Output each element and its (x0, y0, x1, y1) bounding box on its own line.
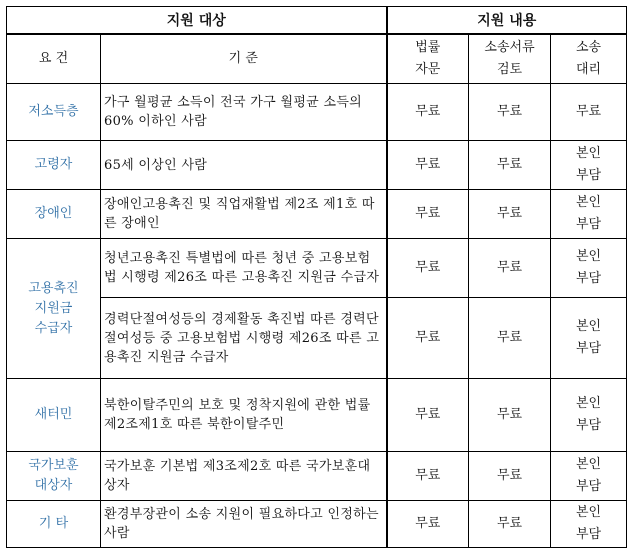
row-representation-text: 본인 부담 (575, 249, 602, 286)
row-representation (551, 298, 627, 379)
row-document-review: 무료 (469, 239, 551, 298)
row-document-review: 무료 (469, 452, 551, 501)
row-criteria: 가구 월평균 소득이 전국 가구 월평균 소득의 60% 이하인 사람 (101, 84, 387, 141)
header-row (7, 7, 627, 35)
row-legal-advice: 무료 (387, 298, 469, 379)
row-category-text: 기 타 (38, 516, 69, 531)
row-document-review: 무료 (469, 501, 551, 548)
row-representation-text: 본인 부담 (575, 319, 602, 356)
requirement-header: 요 건 (7, 34, 101, 84)
legal-advice-header (387, 34, 469, 84)
row-document-review: 무료 (469, 379, 551, 452)
row-document-review: 무료 (469, 190, 551, 239)
row-representation (551, 239, 627, 298)
row-category (7, 84, 101, 141)
row-document-review: 무료 (469, 298, 551, 379)
table-row (7, 190, 627, 239)
document-review-header-text: 소송서류 검토 (484, 40, 535, 77)
table-row (7, 501, 627, 548)
row-criteria: 경력단절여성등의 경제활동 촉진법 따른 경력단절여성등 중 고용보험법 시행령 제26조 따른 고용촉진 지원금 수급자 (101, 298, 387, 379)
row-category-text: 새터민 (34, 407, 73, 422)
row-criteria: 환경부장관이 소송 지원이 필요하다고 인정하는 사람 (101, 501, 387, 548)
row-representation-text: 본인 부담 (575, 396, 602, 433)
row-representation (551, 452, 627, 501)
document-review-header (469, 34, 551, 84)
legal-support-table (6, 6, 627, 548)
row-representation-text: 본인 부담 (575, 505, 602, 542)
table-row (7, 84, 627, 141)
row-category-text: 저소득층 (28, 104, 79, 119)
row-category-text: 국가보훈 대상자 (28, 458, 79, 493)
row-category (7, 239, 101, 379)
row-representation (551, 84, 627, 141)
row-legal-advice: 무료 (387, 141, 469, 190)
legal-advice-header-text: 법률 자문 (415, 40, 441, 77)
row-criteria: 북한이탈주민의 보호 및 정착지원에 관한 법률 제2조제1호 따른 북한이탈주민 (101, 379, 387, 452)
table-row (7, 379, 627, 452)
row-category-text: 고용촉진 지원금 수급자 (28, 280, 79, 336)
support-table-container (6, 6, 627, 548)
table-row (7, 141, 627, 190)
representation-header (551, 34, 627, 84)
row-category (7, 452, 101, 501)
row-representation (551, 501, 627, 548)
subheader-row (7, 34, 627, 84)
row-legal-advice: 무료 (387, 84, 469, 141)
table-row (7, 452, 627, 501)
row-document-review: 무료 (469, 84, 551, 141)
row-legal-advice: 무료 (387, 452, 469, 501)
criteria-header: 기 준 (101, 34, 387, 84)
table-row (7, 239, 627, 298)
support-content-header: 지원 내용 (387, 7, 627, 35)
row-legal-advice: 무료 (387, 501, 469, 548)
row-document-review: 무료 (469, 141, 551, 190)
row-category-text: 장애인 (34, 206, 73, 221)
row-criteria: 장애인고용촉진 및 직업재활법 제2조 제1호 따른 장애인 (101, 190, 387, 239)
row-representation (551, 379, 627, 452)
row-legal-advice: 무료 (387, 379, 469, 452)
row-representation-text: 본인 부담 (575, 195, 602, 232)
row-category (7, 379, 101, 452)
row-category (7, 501, 101, 548)
row-criteria: 청년고용촉진 특별법에 따른 청년 중 고용보험법 시행령 제26조 따른 고용촉진 지원금 수급자 (101, 239, 387, 298)
representation-header-text: 소송 대리 (575, 40, 602, 77)
row-category-text: 고령자 (34, 157, 73, 172)
row-category (7, 190, 101, 239)
row-representation-text: 본인 부담 (575, 146, 602, 183)
row-representation (551, 141, 627, 190)
target-group-header: 지원 대상 (7, 7, 387, 35)
row-legal-advice: 무료 (387, 239, 469, 298)
row-legal-advice: 무료 (387, 190, 469, 239)
row-representation-text: 무료 (575, 104, 602, 119)
row-criteria: 65세 이상인 사람 (101, 141, 387, 190)
row-category (7, 141, 101, 190)
row-criteria: 국가보훈 기본법 제3조제2호 따른 국가보훈대상자 (101, 452, 387, 501)
row-representation-text: 본인 부담 (575, 457, 602, 494)
row-representation (551, 190, 627, 239)
